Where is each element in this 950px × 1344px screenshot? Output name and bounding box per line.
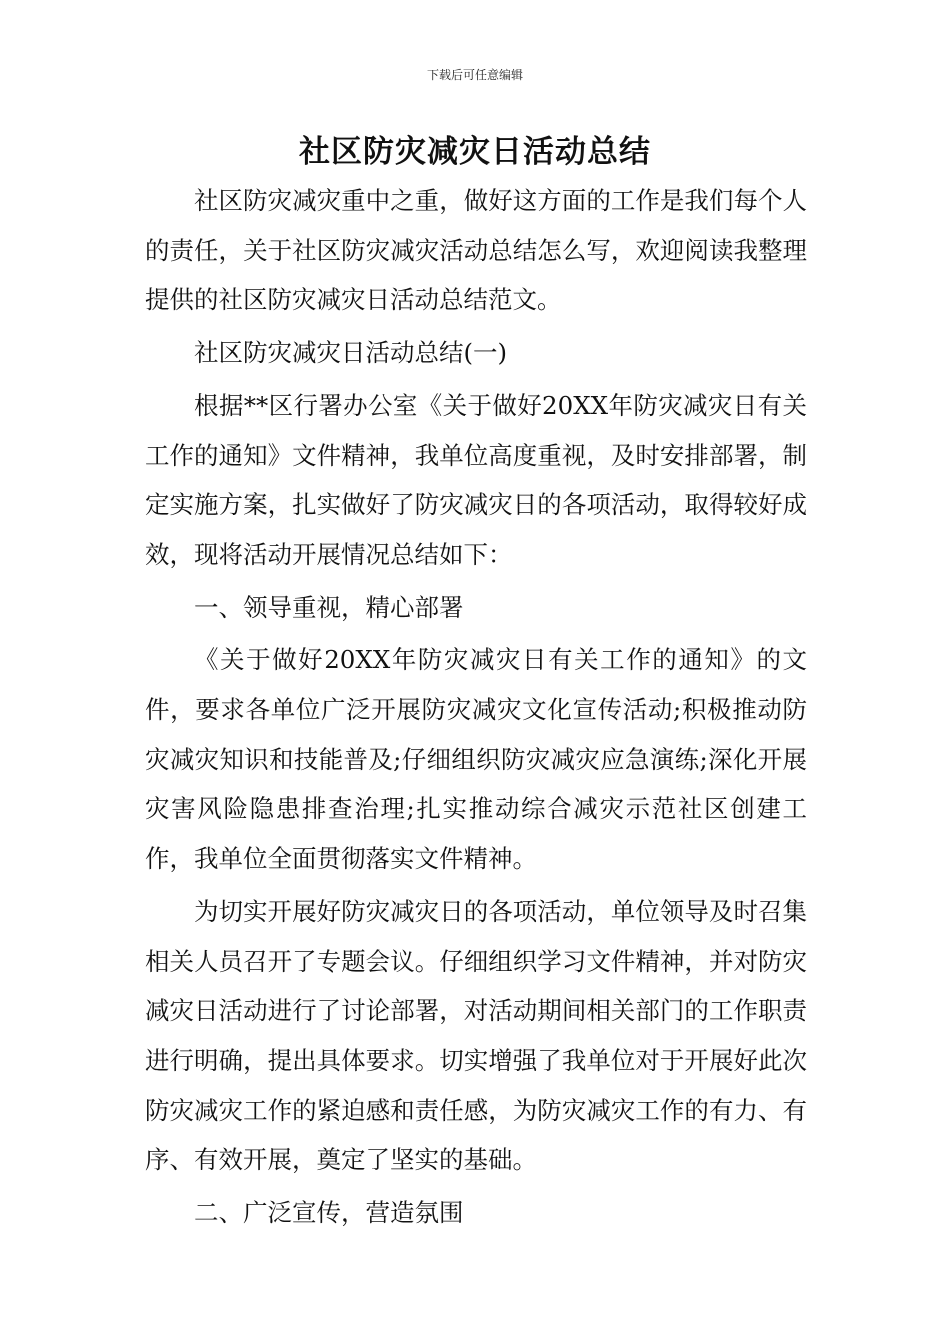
- header-note: 下载后可任意编辑: [426, 68, 523, 82]
- section-subtitle: 社区防灾减灾日活动总结(一): [194, 338, 508, 368]
- section-heading: 二、广泛宣传，营造氛围: [194, 1198, 464, 1228]
- body-paragraph: 根据**区行署办公室《关于做好20XX年防灾减灾日有关工作的通知》文件精神，我单位高度重视，及时安排部署，制定实施方案，扎实做好了防灾减灾日的各项活动，取得较好成效，现将活动开展情况总结如下：: [145, 390, 807, 569]
- document-title: 社区防灾减灾日活动总结: [299, 134, 651, 170]
- document-body: [145, 176, 807, 1238]
- body-paragraph: 《关于做好20XX年防灾减灾日有关工作的通知》的文件，要求各单位广泛开展防灾减灾文化宣传活动;积极推动防灾减灾知识和技能普及;仔细组织防灾减灾应急演练;深化开展灾害风险隐患排查治理;扎实推动综合减灾示范社区创建工作，我单位全面贯彻落实文件精神。: [145, 645, 807, 874]
- section-heading: 一、领导重视，精心部署: [194, 592, 464, 622]
- body-paragraph: 为切实开展好防灾减灾日的各项活动，单位领导及时召集相关人员召开了专题会议。仔细组织学习文件精神，并对防灾减灾日活动进行了讨论部署，对活动期间相关部门的工作职责进行明确，提出具体要求。切实增强了我单位对于开展好此次防灾减灾工作的紧迫感和责任感，为防灾减灾工作的有力、有序、有效开展，奠定了坚实的基础。: [145, 896, 807, 1175]
- intro-paragraph: 社区防灾减灾重中之重，做好这方面的工作是我们每个人的责任，关于社区防灾减灾活动总结怎么写，欢迎阅读我整理提供的社区防灾减灾日活动总结范文。: [145, 186, 807, 315]
